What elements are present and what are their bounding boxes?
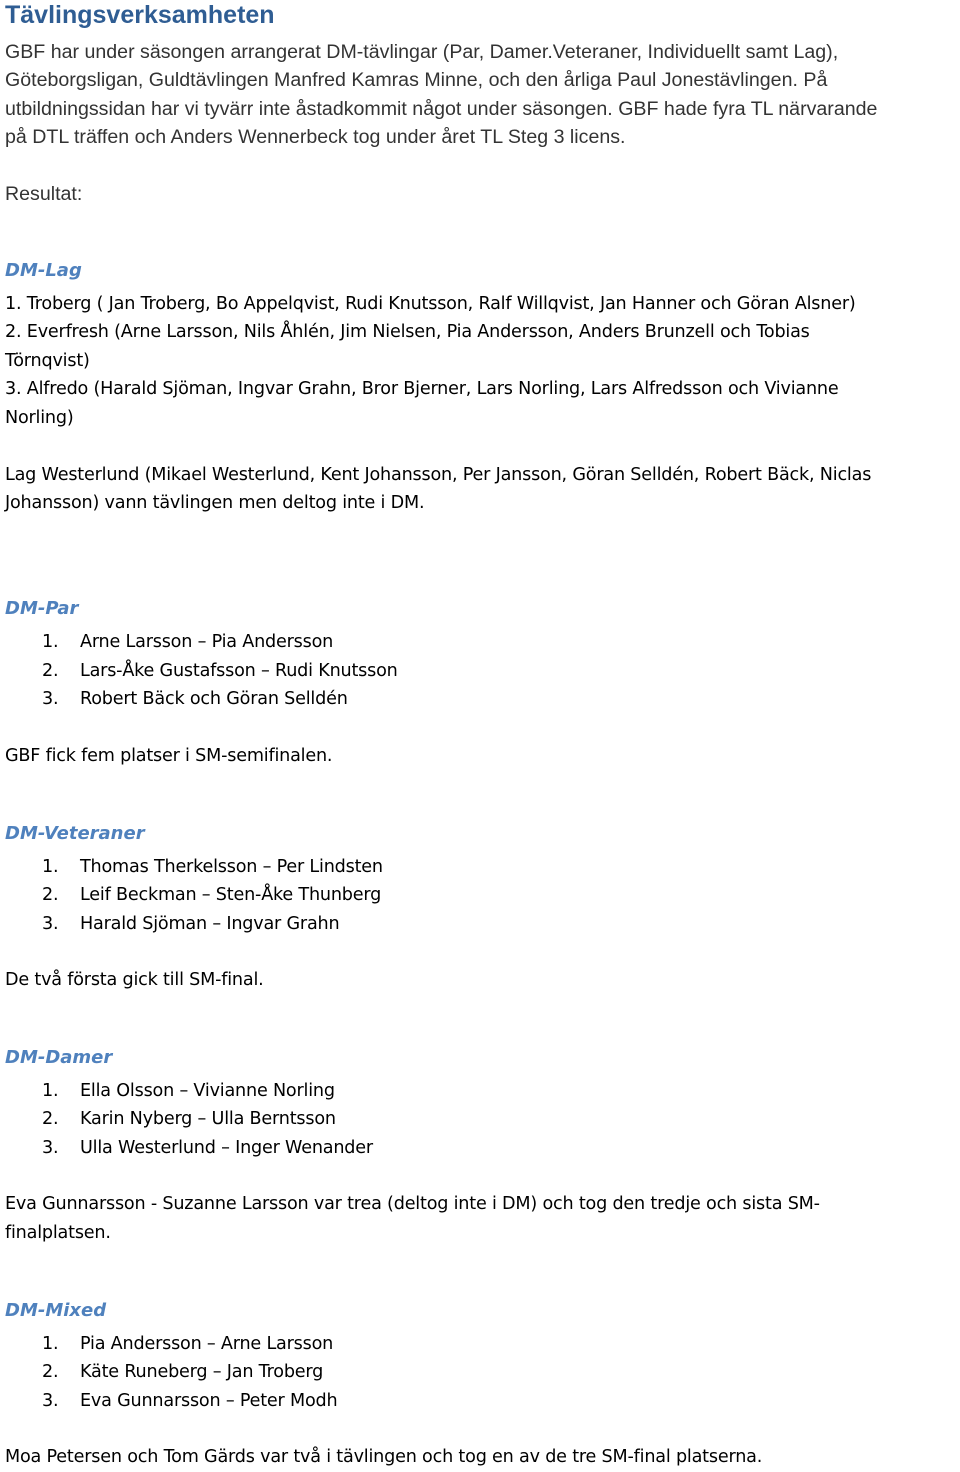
intro-line-2: Göteborgsligan, Guldtävlingen Manfred Kamras Minne, och den årliga Paul Jonestävlingen. På: [5, 69, 828, 91]
list-item-text: Pia Andersson – Arne Larsson: [80, 1334, 334, 1354]
list-item-number: 3.: [42, 1138, 59, 1158]
list-item-text: Ulla Westerlund – Inger Wenander: [80, 1138, 373, 1158]
section-heading-dm-veteraner: DM-Veteraner: [5, 823, 145, 844]
dm-damer-note-2: finalplatsen.: [5, 1223, 111, 1243]
intro-line-1: GBF har under säsongen arrangerat DM-tävlingar (Par, Damer.Veteraner, Individuellt samt Lag),: [5, 41, 839, 63]
list-item-number: 1.: [42, 857, 59, 877]
list-item-number: 1.: [42, 1081, 59, 1101]
list-item-number: 3.: [42, 689, 59, 709]
dm-damer-note-1: Eva Gunnarsson - Suzanne Larsson var trea (deltog inte i DM) och tog den tredje och sista SM-: [5, 1194, 820, 1214]
dm-lag-note-1: Lag Westerlund (Mikael Westerlund, Kent Johansson, Per Jansson, Göran Selldén, Robert Bäck, Niclas: [5, 465, 872, 485]
list-item-text: Harald Sjöman – Ingvar Grahn: [80, 914, 340, 934]
list-item-text: Käte Runeberg – Jan Troberg: [80, 1362, 324, 1382]
list-item-number: 3.: [42, 914, 59, 934]
list-item-number: 1.: [42, 632, 59, 652]
dm-lag-line-3: Törnqvist): [5, 351, 90, 371]
dm-mixed-note: Moa Petersen och Tom Gärds var två i tävlingen och tog en av de tre SM-final platserna.: [5, 1447, 763, 1467]
list-item-text: Ella Olsson – Vivianne Norling: [80, 1081, 335, 1101]
results-label: Resultat:: [5, 183, 83, 205]
section-heading-dm-par: DM-Par: [5, 598, 79, 619]
list-item-text: Eva Gunnarsson – Peter Modh: [80, 1391, 338, 1411]
list-item-number: 3.: [42, 1391, 59, 1411]
list-item-text: Karin Nyberg – Ulla Berntsson: [80, 1109, 336, 1129]
list-item-number: 2.: [42, 661, 59, 681]
dm-par-note: GBF fick fem platser i SM-semifinalen.: [5, 746, 333, 766]
page-title: Tävlingsverksamheten: [5, 1, 275, 29]
list-item-number: 2.: [42, 1109, 59, 1129]
dm-lag-note-2: Johansson) vann tävlingen men deltog inte i DM.: [5, 493, 425, 513]
list-item-number: 1.: [42, 1334, 59, 1354]
list-item-number: 2.: [42, 885, 59, 905]
list-item-number: 2.: [42, 1362, 59, 1382]
section-heading-dm-damer: DM-Damer: [5, 1047, 113, 1068]
dm-lag-line-2: 2. Everfresh (Arne Larsson, Nils Åhlén, Jim Nielsen, Pia Andersson, Anders Brunzell och Tobias: [5, 322, 810, 342]
intro-line-3: utbildningssidan har vi tyvärr inte åstadkommit något under säsongen. GBF hade fyra TL närvarande: [5, 98, 878, 120]
dm-lag-line-1: 1. Troberg ( Jan Troberg, Bo Appelqvist, Rudi Knutsson, Ralf Willqvist, Jan Hanner och Göran Alsner): [5, 294, 856, 314]
intro-line-4: på DTL träffen och Anders Wennerbeck tog under året TL Steg 3 licens.: [5, 126, 626, 148]
list-item-text: Robert Bäck och Göran Selldén: [80, 689, 348, 709]
list-item-text: Thomas Therkelsson – Per Lindsten: [80, 857, 383, 877]
section-heading-dm-mixed: DM-Mixed: [5, 1300, 107, 1321]
list-item-text: Leif Beckman – Sten-Åke Thunberg: [80, 885, 382, 905]
dm-veteraner-note: De två första gick till SM-final.: [5, 970, 264, 990]
dm-lag-line-4: 3. Alfredo (Harald Sjöman, Ingvar Grahn, Bror Bjerner, Lars Norling, Lars Alfredsson och Vivianne: [5, 379, 839, 399]
list-item-text: Lars-Åke Gustafsson – Rudi Knutsson: [80, 661, 398, 681]
section-heading-dm-lag: DM-Lag: [5, 260, 82, 281]
list-item-text: Arne Larsson – Pia Andersson: [80, 632, 334, 652]
dm-lag-line-5: Norling): [5, 408, 74, 428]
